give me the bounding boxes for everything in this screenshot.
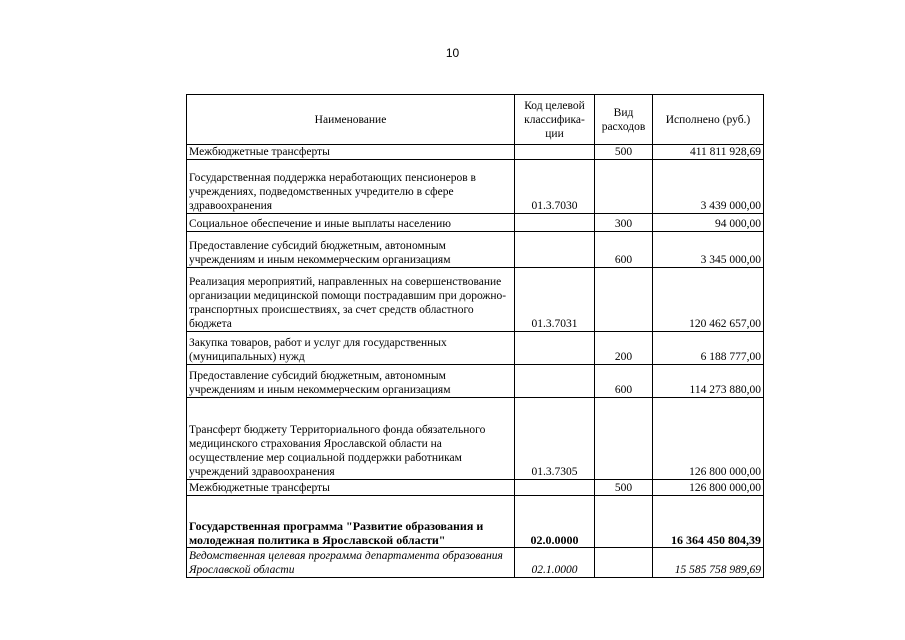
row-type xyxy=(595,160,653,214)
header-code: Код целевой классифика-ции xyxy=(515,95,595,145)
table-row xyxy=(187,332,764,365)
row-type xyxy=(595,496,653,548)
row-name: Закупка товаров, работ и услуг для государственных (муниципальных) нужд xyxy=(187,332,515,365)
row-sum: 120 462 657,00 xyxy=(653,268,764,332)
row-code: 01.3.7030 xyxy=(515,160,595,214)
row-name: Трансферт бюджету Территориального фонда обязательного медицинского страхования Ярославской области на осуществление мер социальной поддержки работникам учреждений здравоохранения xyxy=(187,398,515,480)
row-name: Государственная поддержка неработающих пенсионеров в учреждениях, подведомственных учредителю в сфере здравоохранения xyxy=(187,160,515,214)
table-row xyxy=(187,365,764,398)
row-sum: 3 439 000,00 xyxy=(653,160,764,214)
table-row xyxy=(187,145,764,160)
row-code xyxy=(515,214,595,232)
row-name: Социальное обеспечение и иные выплаты населению xyxy=(187,214,515,232)
row-sum: 16 364 450 804,39 xyxy=(653,496,764,548)
row-type: 500 xyxy=(595,480,653,496)
table-row xyxy=(187,268,764,332)
row-type: 600 xyxy=(595,232,653,268)
table-row xyxy=(187,214,764,232)
row-sum: 126 800 000,00 xyxy=(653,480,764,496)
row-sum: 114 273 880,00 xyxy=(653,365,764,398)
row-type: 300 xyxy=(595,214,653,232)
row-sum: 94 000,00 xyxy=(653,214,764,232)
row-name: Государственная программа "Развитие образования и молодежная политика в Ярославской области" xyxy=(187,496,515,548)
row-code: 02.0.0000 xyxy=(515,496,595,548)
row-sum: 411 811 928,69 xyxy=(653,145,764,160)
header-sum: Исполнено (руб.) xyxy=(653,95,764,145)
row-code: 02.1.0000 xyxy=(515,548,595,578)
row-type xyxy=(595,398,653,480)
row-code: 01.3.7305 xyxy=(515,398,595,480)
row-name: Реализация мероприятий, направленных на совершенствование организации медицинской помощи пострадавшим при дорожно-транспортных происшествиях, за счет средств областного бюджета xyxy=(187,268,515,332)
table-row xyxy=(187,160,764,214)
row-name: Предоставление субсидий бюджетным, автономным учреждениям и иным некоммерческим организациям xyxy=(187,365,515,398)
row-name: Предоставление субсидий бюджетным, автономным учреждениям и иным некоммерческим организациям xyxy=(187,232,515,268)
row-sum: 6 188 777,00 xyxy=(653,332,764,365)
budget-table xyxy=(186,94,764,578)
row-code xyxy=(515,480,595,496)
row-type: 200 xyxy=(595,332,653,365)
row-type xyxy=(595,268,653,332)
table-row xyxy=(187,548,764,578)
row-code xyxy=(515,145,595,160)
row-name: Межбюджетные трансферты xyxy=(187,480,515,496)
table-row xyxy=(187,496,764,548)
table-row xyxy=(187,398,764,480)
row-sum: 3 345 000,00 xyxy=(653,232,764,268)
row-name: Межбюджетные трансферты xyxy=(187,145,515,160)
table-row xyxy=(187,480,764,496)
row-type xyxy=(595,548,653,578)
header-type: Вид расходов xyxy=(595,95,653,145)
header-name: Наименование xyxy=(187,95,515,145)
row-sum: 15 585 758 989,69 xyxy=(653,548,764,578)
row-type: 500 xyxy=(595,145,653,160)
page-number: 10 xyxy=(445,46,460,60)
row-code: 01.3.7031 xyxy=(515,268,595,332)
table-row xyxy=(187,232,764,268)
table-header-row xyxy=(187,95,764,145)
row-code xyxy=(515,365,595,398)
row-type: 600 xyxy=(595,365,653,398)
row-sum: 126 800 000,00 xyxy=(653,398,764,480)
row-code xyxy=(515,232,595,268)
row-code xyxy=(515,332,595,365)
row-name: Ведомственная целевая программа департамента образования Ярославской области xyxy=(187,548,515,578)
